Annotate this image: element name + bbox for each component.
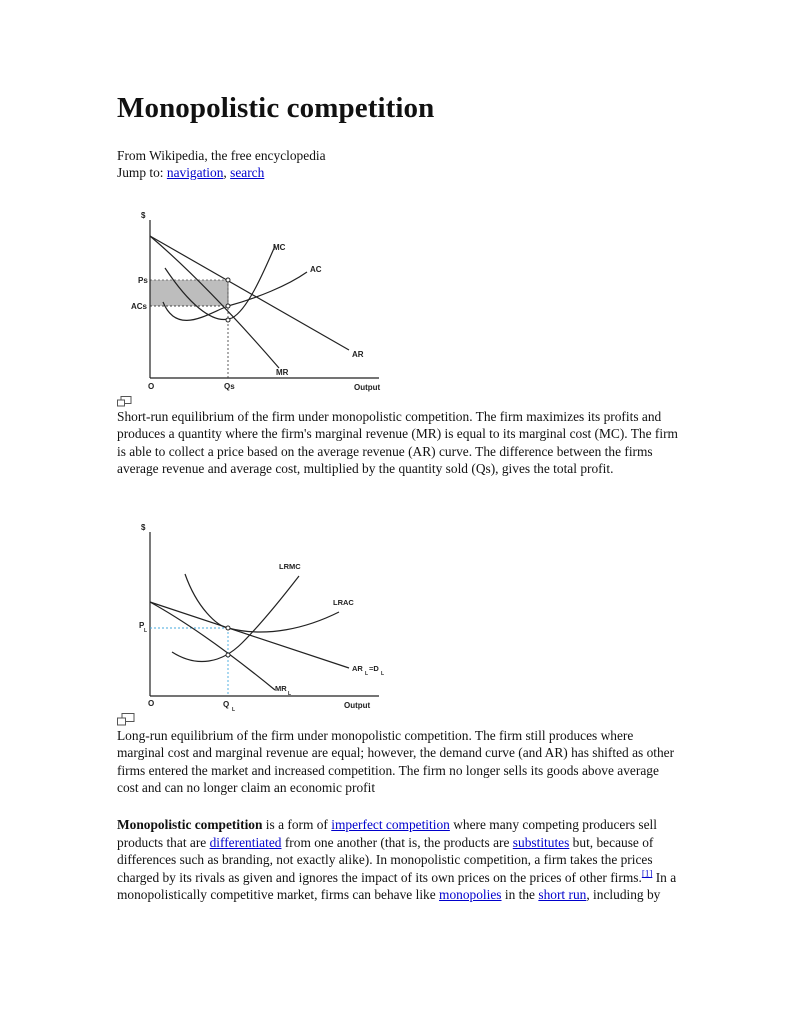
y-axis-label: $ — [141, 523, 146, 532]
text-run: from one another (that is, the products are — [281, 834, 513, 850]
ar-label: AR — [352, 350, 364, 359]
price-point — [226, 278, 230, 282]
text-run: where many competing producers sell products that are — [117, 817, 657, 850]
profit-area — [150, 280, 228, 306]
mc-mr-point — [226, 318, 230, 322]
text-run: in the — [501, 887, 539, 903]
jump-search-link[interactable]: search — [230, 165, 265, 180]
link-monopolies[interactable]: monopolies — [439, 887, 502, 903]
dl-subscript: L — [381, 671, 385, 677]
text-run: In a monopolistically competitive market, firms can behave like — [117, 869, 677, 903]
text-run: , including by — [586, 887, 661, 903]
ac-point — [226, 304, 230, 308]
ps-label: Ps — [138, 276, 148, 285]
mr-label: MR — [276, 368, 289, 377]
qs-label: Qs — [224, 382, 235, 391]
lrac-label: LRAC — [333, 598, 354, 607]
x-axis-label: Output — [354, 383, 381, 392]
ql-label: Q — [223, 700, 230, 709]
x-axis-label: Output — [344, 701, 371, 710]
ql-subscript: L — [232, 707, 236, 713]
arl-equals-d: =D — [369, 664, 379, 673]
long-run-equilibrium-figure[interactable] — [117, 518, 397, 714]
short-run-caption: Short-run equilibrium of the firm under monopolistic competition. The firm maximizes its profits and produces a quantity where the firm's marginal revenue (MR) is equal to its marginal cost (MC). The firm is able to collect a price based on the average revenue (AR) curve. The difference between the firms average revenue and average cost, multiplied by the quantity sold (Qs), gives the total profit. — [117, 409, 678, 477]
mr-curve — [150, 602, 275, 690]
link-substitutes[interactable]: substitutes — [512, 834, 570, 850]
lrmc-label: LRMC — [279, 562, 301, 571]
jump-navigation-link[interactable]: navigation — [166, 165, 224, 180]
pl-label: P — [139, 621, 145, 630]
long-run-caption: Long-run equilibrium of the firm under monopolistic competition. The firm still produces where marginal cost and marginal revenue are equal; however, the demand curve (and AR) has shifted as other firms entered the market and increased competition. The firm no longer sells its goods above average cost and can no longer claim an economic profit — [117, 728, 675, 796]
arl-subscript: L — [365, 671, 369, 677]
mrl-label: MR — [275, 684, 287, 693]
origin-label: O — [148, 382, 155, 391]
acs-label: ACs — [131, 302, 148, 311]
y-axis-label: $ — [141, 211, 146, 220]
jump-to-line — [117, 164, 264, 181]
lrac-curve — [185, 574, 339, 632]
intro-paragraph — [117, 816, 682, 904]
ac-label: AC — [310, 265, 322, 274]
text-run: but, because of differences such as branding, not exactly alike). In monopolistic competition, a firm takes the prices charged by its rivals as given and ignores the impact of its own prices on the prices of other firms. — [117, 834, 654, 885]
pl-subscript: L — [144, 628, 148, 634]
short-run-equilibrium-figure[interactable] — [117, 206, 387, 396]
origin-label: O — [148, 699, 155, 708]
text-run: is a form of — [262, 817, 332, 832]
link-differentiated[interactable]: differentiated — [209, 834, 282, 850]
mc-mr-point — [226, 653, 230, 657]
mc-label: MC — [273, 243, 286, 252]
equilibrium-point — [226, 626, 230, 630]
page-title: Monopolistic competition — [117, 92, 435, 124]
reference-link[interactable]: [1] — [641, 868, 653, 879]
link-imperfect-competition[interactable]: imperfect competition — [331, 817, 450, 832]
enlarge-icon[interactable] — [117, 713, 135, 726]
jump-separator: , — [223, 165, 227, 180]
link-short-run[interactable]: short run — [538, 887, 587, 903]
mrl-subscript: L — [288, 691, 292, 697]
arl-label: AR — [352, 664, 363, 673]
enlarge-icon[interactable] — [117, 396, 132, 407]
term-bold: Monopolistic competition — [117, 817, 263, 832]
from-line: From Wikipedia, the free encyclopedia — [117, 148, 326, 163]
jump-to-label: Jump to: — [117, 165, 164, 180]
